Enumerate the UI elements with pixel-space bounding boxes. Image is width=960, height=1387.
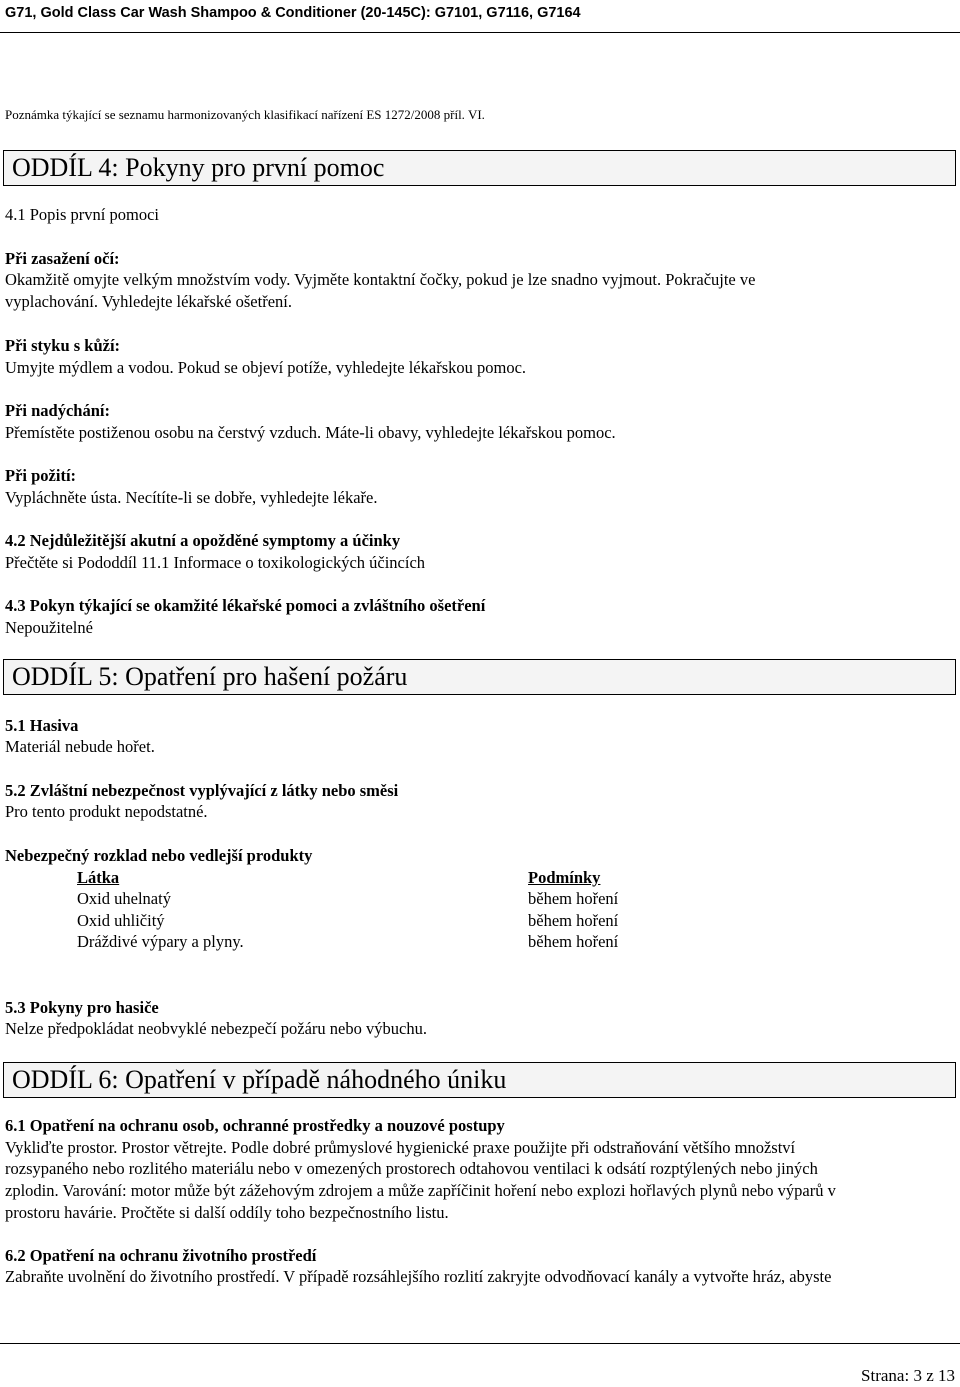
subsection-4-2-text: Přečtěte si Pododdíl 11.1 Informace o toxikologických účincích [5, 553, 426, 572]
subsection-6-1-line4: prostoru havárie. Pročtěte si další oddíly toho bezpečnostního listu. [5, 1203, 449, 1222]
table-header-substance: Látka [77, 868, 120, 887]
classification-note: Poznámka týkající se seznamu harmonizovaných klasifikací nařízení ES 1272/2008 příl. VI. [5, 107, 485, 122]
skin-contact-label: Při styku s kůží: [5, 336, 121, 355]
inhalation-label: Při nadýchání: [5, 401, 110, 420]
section-5-title: ODDÍL 5: Opatření pro hašení požáru [3, 659, 956, 695]
subsection-5-1-text: Materiál nebude hořet. [5, 737, 155, 756]
subsection-5-2-text: Pro tento produkt nepodstatné. [5, 802, 208, 821]
subsection-5-3-text: Nelze předpokládat neobvyklé nebezpečí požáru nebo výbuchu. [5, 1019, 427, 1038]
table-row-substance: Oxid uhličitý [77, 911, 165, 930]
subsection-6-1-line1: Vykliďte prostor. Prostor větrejte. Podle dobré průmyslové hygienické praxe použijte při odstraňování většího množství [5, 1138, 796, 1157]
subsection-5-1-title: 5.1 Hasiva [5, 716, 79, 735]
table-row-substance: Dráždivé výpary a plyny. [77, 932, 244, 951]
subsection-6-2-title: 6.2 Opatření na ochranu životního prostředí [5, 1246, 317, 1265]
section-4-title: ODDÍL 4: Pokyny pro první pomoc [3, 150, 956, 186]
subsection-4-3-text: Nepoužitelné [5, 618, 93, 637]
eye-contact-text-line2: vyplachování. Vyhledejte lékařské ošetření. [5, 292, 292, 311]
eye-contact-text-line1: Okamžitě omyjte velkým množstvím vody. Vyjměte kontaktní čočky, pokud je lze snadno vyjmout. Pokračujte ve [5, 270, 756, 289]
subsection-6-1-title: 6.1 Opatření na ochranu osob, ochranné prostředky a nouzové postupy [5, 1116, 505, 1135]
skin-contact-text: Umyjte mýdlem a vodou. Pokud se objeví potíže, vyhledejte lékařskou pomoc. [5, 358, 527, 377]
ingestion-label: Při požití: [5, 466, 77, 485]
subsection-6-1-line3: zplodin. Varování: motor může být zážehovým zdrojem a může zapříčinit hoření nebo explozi hořlavých plynů nebo výparů v [5, 1181, 836, 1200]
subsection-4-2-title: 4.2 Nejdůležitější akutní a opožděné symptomy a účinky [5, 531, 401, 550]
subsection-5-2-title: 5.2 Zvláštní nebezpečnost vyplývající z látky nebo směsi [5, 781, 399, 800]
eye-contact-label: Při zasažení očí: [5, 249, 120, 268]
table-row-condition: během hoření [528, 932, 619, 951]
subsection-6-1-line2: rozsypaného nebo rozlitého materiálu nebo v omezených prostorech odtahovou ventilaci k odsátí rozptýlených nebo jiných [5, 1159, 818, 1178]
ingestion-text: Vypláchněte ústa. Necítíte-li se dobře, vyhledejte lékaře. [5, 488, 378, 507]
inhalation-text: Přemístěte postiženou osobu na čerstvý vzduch. Máte-li obavy, vyhledejte lékařskou pomoc. [5, 423, 616, 442]
subsection-4-1-title: 4.1 Popis první pomoci [5, 205, 160, 224]
subsection-4-3-title: 4.3 Pokyn týkající se okamžité lékařské pomoci a zvláštního ošetření [5, 596, 486, 615]
table-row-substance: Oxid uhelnatý [77, 889, 171, 908]
footer-divider [0, 1343, 960, 1344]
section-6-title: ODDÍL 6: Opatření v případě náhodného úniku [3, 1062, 956, 1098]
subsection-6-2-text: Zabraňte uvolnění do životního prostředí. V případě rozsáhlejšího rozlití zakryjte odvodňovací kanály a vytvořte hráz, abyste [5, 1267, 832, 1286]
header-divider [0, 32, 960, 33]
page-number: Strana: 3 z 13 [861, 1366, 955, 1385]
table-row-condition: během hoření [528, 889, 619, 908]
document-header-title: G71, Gold Class Car Wash Shampoo & Conditioner (20-145C): G7101, G7116, G7164 [5, 5, 581, 21]
subsection-5-3-title: 5.3 Pokyny pro hasiče [5, 998, 159, 1017]
table-row-condition: během hoření [528, 911, 619, 930]
decomposition-title: Nebezpečný rozklad nebo vedlejší produkty [5, 846, 313, 865]
table-header-conditions: Podmínky [528, 868, 601, 887]
